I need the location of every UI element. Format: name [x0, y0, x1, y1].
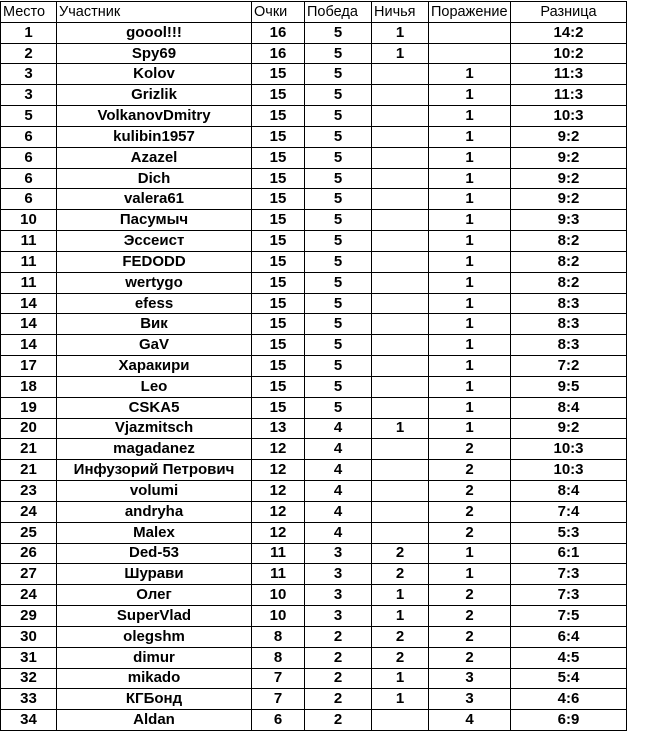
losses-cell: 1: [429, 356, 511, 377]
participant-cell: Grizlik: [57, 85, 252, 106]
wins-cell: 4: [305, 481, 372, 502]
participant-cell: FEDODD: [57, 251, 252, 272]
place-cell: 34: [1, 710, 57, 731]
losses-cell: 2: [429, 501, 511, 522]
points-cell: 15: [252, 85, 305, 106]
points-cell: 15: [252, 64, 305, 85]
participant-cell: Dich: [57, 168, 252, 189]
table-row: [1, 126, 627, 147]
place-cell: 32: [1, 668, 57, 689]
wins-cell: 5: [305, 356, 372, 377]
wins-cell: 3: [305, 543, 372, 564]
participant-cell: Вик: [57, 314, 252, 335]
draws-cell: [372, 64, 429, 85]
losses-cell: 1: [429, 106, 511, 127]
losses-cell: 1: [429, 147, 511, 168]
participant-cell: Azazel: [57, 147, 252, 168]
place-cell: 33: [1, 689, 57, 710]
diff-cell: 7:3: [511, 564, 627, 585]
table-row: [1, 335, 627, 356]
header-diff: Разница: [511, 2, 627, 23]
losses-cell: 1: [429, 314, 511, 335]
wins-cell: 5: [305, 210, 372, 231]
points-cell: 12: [252, 439, 305, 460]
losses-cell: 1: [429, 376, 511, 397]
place-cell: 14: [1, 293, 57, 314]
diff-cell: 6:9: [511, 710, 627, 731]
wins-cell: 5: [305, 272, 372, 293]
points-cell: 15: [252, 314, 305, 335]
draws-cell: [372, 251, 429, 272]
draws-cell: 2: [372, 647, 429, 668]
participant-cell: magadanez: [57, 439, 252, 460]
draws-cell: [372, 189, 429, 210]
points-cell: 15: [252, 147, 305, 168]
table-row: [1, 356, 627, 377]
wins-cell: 4: [305, 418, 372, 439]
place-cell: 20: [1, 418, 57, 439]
table-row: [1, 481, 627, 502]
place-cell: 6: [1, 168, 57, 189]
draws-cell: 1: [372, 689, 429, 710]
wins-cell: 5: [305, 314, 372, 335]
diff-cell: 14:2: [511, 22, 627, 43]
diff-cell: 11:3: [511, 85, 627, 106]
losses-cell: 2: [429, 626, 511, 647]
diff-cell: 8:2: [511, 231, 627, 252]
participant-cell: Ded-53: [57, 543, 252, 564]
diff-cell: 8:3: [511, 335, 627, 356]
diff-cell: 7:5: [511, 606, 627, 627]
participant-cell: volumi: [57, 481, 252, 502]
points-cell: 13: [252, 418, 305, 439]
losses-cell: 2: [429, 460, 511, 481]
points-cell: 15: [252, 189, 305, 210]
draws-cell: [372, 710, 429, 731]
diff-cell: 8:2: [511, 272, 627, 293]
table-header: [1, 2, 627, 23]
table-row: [1, 501, 627, 522]
wins-cell: 5: [305, 106, 372, 127]
diff-cell: 7:4: [511, 501, 627, 522]
participant-cell: dimur: [57, 647, 252, 668]
wins-cell: 2: [305, 710, 372, 731]
table-row: [1, 314, 627, 335]
header-losses: Поражение: [429, 2, 511, 23]
wins-cell: 5: [305, 126, 372, 147]
diff-cell: 6:4: [511, 626, 627, 647]
diff-cell: 5:3: [511, 522, 627, 543]
draws-cell: 2: [372, 564, 429, 585]
table-row: [1, 22, 627, 43]
participant-cell: Харакири: [57, 356, 252, 377]
points-cell: 8: [252, 626, 305, 647]
table-row: [1, 397, 627, 418]
draws-cell: 2: [372, 626, 429, 647]
draws-cell: [372, 522, 429, 543]
points-cell: 15: [252, 293, 305, 314]
table-row: [1, 460, 627, 481]
diff-cell: 10:3: [511, 460, 627, 481]
draws-cell: [372, 168, 429, 189]
draws-cell: [372, 272, 429, 293]
points-cell: 15: [252, 376, 305, 397]
wins-cell: 4: [305, 439, 372, 460]
place-cell: 6: [1, 126, 57, 147]
points-cell: 15: [252, 231, 305, 252]
table-row: [1, 647, 627, 668]
place-cell: 1: [1, 22, 57, 43]
losses-cell: 1: [429, 564, 511, 585]
draws-cell: 1: [372, 22, 429, 43]
participant-cell: valera61: [57, 189, 252, 210]
draws-cell: 2: [372, 543, 429, 564]
table-row: [1, 210, 627, 231]
losses-cell: 1: [429, 397, 511, 418]
table-row: [1, 43, 627, 64]
losses-cell: 2: [429, 585, 511, 606]
table-row: [1, 231, 627, 252]
points-cell: 15: [252, 168, 305, 189]
diff-cell: 8:3: [511, 314, 627, 335]
place-cell: 5: [1, 106, 57, 127]
draws-cell: [372, 85, 429, 106]
wins-cell: 5: [305, 168, 372, 189]
points-cell: 15: [252, 210, 305, 231]
place-cell: 2: [1, 43, 57, 64]
header-draws: Ничья: [372, 2, 429, 23]
points-cell: 11: [252, 564, 305, 585]
losses-cell: 1: [429, 272, 511, 293]
diff-cell: 4:6: [511, 689, 627, 710]
table-row: [1, 64, 627, 85]
diff-cell: 9:2: [511, 126, 627, 147]
losses-cell: 1: [429, 293, 511, 314]
draws-cell: [372, 439, 429, 460]
participant-cell: olegshm: [57, 626, 252, 647]
place-cell: 21: [1, 439, 57, 460]
table-row: [1, 272, 627, 293]
points-cell: 15: [252, 106, 305, 127]
table-row: [1, 543, 627, 564]
draws-cell: [372, 397, 429, 418]
standings-table: [0, 1, 627, 731]
points-cell: 7: [252, 668, 305, 689]
points-cell: 8: [252, 647, 305, 668]
losses-cell: 3: [429, 689, 511, 710]
wins-cell: 2: [305, 689, 372, 710]
place-cell: 11: [1, 272, 57, 293]
table-row: [1, 168, 627, 189]
participant-cell: Aldan: [57, 710, 252, 731]
place-cell: 21: [1, 460, 57, 481]
participant-cell: GaV: [57, 335, 252, 356]
place-cell: 3: [1, 64, 57, 85]
wins-cell: 2: [305, 668, 372, 689]
losses-cell: 1: [429, 210, 511, 231]
draws-cell: [372, 314, 429, 335]
participant-cell: Kolov: [57, 64, 252, 85]
place-cell: 26: [1, 543, 57, 564]
draws-cell: [372, 501, 429, 522]
points-cell: 11: [252, 543, 305, 564]
diff-cell: 6:1: [511, 543, 627, 564]
losses-cell: 1: [429, 251, 511, 272]
table-row: [1, 418, 627, 439]
place-cell: 19: [1, 397, 57, 418]
wins-cell: 5: [305, 376, 372, 397]
points-cell: 7: [252, 689, 305, 710]
place-cell: 24: [1, 501, 57, 522]
draws-cell: [372, 210, 429, 231]
draws-cell: 1: [372, 606, 429, 627]
place-cell: 17: [1, 356, 57, 377]
table-row: [1, 585, 627, 606]
diff-cell: 9:3: [511, 210, 627, 231]
table-row: [1, 189, 627, 210]
place-cell: 11: [1, 231, 57, 252]
points-cell: 6: [252, 710, 305, 731]
participant-cell: Vjazmitsch: [57, 418, 252, 439]
table-row: [1, 689, 627, 710]
wins-cell: 5: [305, 231, 372, 252]
diff-cell: 10:3: [511, 439, 627, 460]
participant-cell: Leo: [57, 376, 252, 397]
draws-cell: [372, 335, 429, 356]
losses-cell: 1: [429, 418, 511, 439]
place-cell: 6: [1, 189, 57, 210]
table-row: [1, 439, 627, 460]
participant-cell: КГБонд: [57, 689, 252, 710]
place-cell: 18: [1, 376, 57, 397]
diff-cell: 9:2: [511, 189, 627, 210]
diff-cell: 7:3: [511, 585, 627, 606]
place-cell: 10: [1, 210, 57, 231]
losses-cell: 1: [429, 189, 511, 210]
participant-cell: VolkanovDmitry: [57, 106, 252, 127]
losses-cell: 1: [429, 85, 511, 106]
points-cell: 12: [252, 501, 305, 522]
place-cell: 24: [1, 585, 57, 606]
table-row: [1, 106, 627, 127]
wins-cell: 2: [305, 647, 372, 668]
table-row: [1, 626, 627, 647]
points-cell: 10: [252, 585, 305, 606]
wins-cell: 4: [305, 460, 372, 481]
points-cell: 15: [252, 251, 305, 272]
wins-cell: 5: [305, 251, 372, 272]
wins-cell: 4: [305, 522, 372, 543]
points-cell: 12: [252, 481, 305, 502]
points-cell: 12: [252, 460, 305, 481]
table-row: [1, 668, 627, 689]
points-cell: 10: [252, 606, 305, 627]
draws-cell: [372, 106, 429, 127]
losses-cell: 2: [429, 647, 511, 668]
diff-cell: 10:3: [511, 106, 627, 127]
wins-cell: 5: [305, 85, 372, 106]
draws-cell: [372, 293, 429, 314]
losses-cell: 4: [429, 710, 511, 731]
participant-cell: kulibin1957: [57, 126, 252, 147]
participant-cell: CSKA5: [57, 397, 252, 418]
losses-cell: [429, 43, 511, 64]
diff-cell: 9:2: [511, 147, 627, 168]
draws-cell: [372, 147, 429, 168]
draws-cell: [372, 376, 429, 397]
diff-cell: 5:4: [511, 668, 627, 689]
points-cell: 15: [252, 397, 305, 418]
place-cell: 11: [1, 251, 57, 272]
place-cell: 25: [1, 522, 57, 543]
table-row: [1, 522, 627, 543]
participant-cell: goool!!!: [57, 22, 252, 43]
participant-cell: Spy69: [57, 43, 252, 64]
place-cell: 6: [1, 147, 57, 168]
place-cell: 27: [1, 564, 57, 585]
diff-cell: 8:2: [511, 251, 627, 272]
header-row: [1, 2, 627, 23]
wins-cell: 5: [305, 147, 372, 168]
losses-cell: 1: [429, 64, 511, 85]
table-row: [1, 564, 627, 585]
participant-cell: mikado: [57, 668, 252, 689]
losses-cell: 3: [429, 668, 511, 689]
points-cell: 15: [252, 126, 305, 147]
diff-cell: 10:2: [511, 43, 627, 64]
wins-cell: 4: [305, 501, 372, 522]
place-cell: 31: [1, 647, 57, 668]
points-cell: 15: [252, 272, 305, 293]
losses-cell: 2: [429, 481, 511, 502]
header-wins: Победа: [305, 2, 372, 23]
participant-cell: Malex: [57, 522, 252, 543]
diff-cell: 11:3: [511, 64, 627, 85]
points-cell: 16: [252, 43, 305, 64]
draws-cell: 1: [372, 668, 429, 689]
participant-cell: Инфузорий Петрович: [57, 460, 252, 481]
participant-cell: SuperVlad: [57, 606, 252, 627]
draws-cell: 1: [372, 418, 429, 439]
table-row: [1, 147, 627, 168]
wins-cell: 5: [305, 22, 372, 43]
diff-cell: 9:2: [511, 418, 627, 439]
losses-cell: 1: [429, 543, 511, 564]
table-row: [1, 251, 627, 272]
losses-cell: [429, 22, 511, 43]
diff-cell: 9:5: [511, 376, 627, 397]
place-cell: 14: [1, 314, 57, 335]
draws-cell: 1: [372, 43, 429, 64]
table-row: [1, 606, 627, 627]
draws-cell: [372, 126, 429, 147]
participant-cell: Шурави: [57, 564, 252, 585]
points-cell: 15: [252, 356, 305, 377]
participant-cell: efess: [57, 293, 252, 314]
diff-cell: 8:4: [511, 481, 627, 502]
wins-cell: 3: [305, 564, 372, 585]
participant-cell: Эссеист: [57, 231, 252, 252]
draws-cell: [372, 481, 429, 502]
table-row: [1, 710, 627, 731]
table-row: [1, 293, 627, 314]
losses-cell: 1: [429, 231, 511, 252]
draws-cell: [372, 231, 429, 252]
wins-cell: 5: [305, 189, 372, 210]
participant-cell: wertygo: [57, 272, 252, 293]
place-cell: 29: [1, 606, 57, 627]
points-cell: 15: [252, 335, 305, 356]
diff-cell: 8:4: [511, 397, 627, 418]
draws-cell: 1: [372, 585, 429, 606]
diff-cell: 9:2: [511, 168, 627, 189]
losses-cell: 2: [429, 606, 511, 627]
header-points: Очки: [252, 2, 305, 23]
table-row: [1, 85, 627, 106]
wins-cell: 3: [305, 585, 372, 606]
points-cell: 16: [252, 22, 305, 43]
wins-cell: 2: [305, 626, 372, 647]
place-cell: 30: [1, 626, 57, 647]
points-cell: 12: [252, 522, 305, 543]
diff-cell: 7:2: [511, 356, 627, 377]
diff-cell: 4:5: [511, 647, 627, 668]
losses-cell: 1: [429, 126, 511, 147]
wins-cell: 5: [305, 64, 372, 85]
losses-cell: 2: [429, 439, 511, 460]
wins-cell: 5: [305, 293, 372, 314]
table-row: [1, 376, 627, 397]
wins-cell: 5: [305, 397, 372, 418]
wins-cell: 5: [305, 335, 372, 356]
losses-cell: 1: [429, 335, 511, 356]
place-cell: 14: [1, 335, 57, 356]
participant-cell: andryha: [57, 501, 252, 522]
losses-cell: 1: [429, 168, 511, 189]
wins-cell: 5: [305, 43, 372, 64]
wins-cell: 3: [305, 606, 372, 627]
diff-cell: 8:3: [511, 293, 627, 314]
header-place: Место: [1, 2, 57, 23]
participant-cell: Олег: [57, 585, 252, 606]
place-cell: 3: [1, 85, 57, 106]
draws-cell: [372, 356, 429, 377]
place-cell: 23: [1, 481, 57, 502]
header-participant: Участник: [57, 2, 252, 23]
table-body: [1, 22, 627, 730]
participant-cell: Пасумыч: [57, 210, 252, 231]
draws-cell: [372, 460, 429, 481]
losses-cell: 2: [429, 522, 511, 543]
